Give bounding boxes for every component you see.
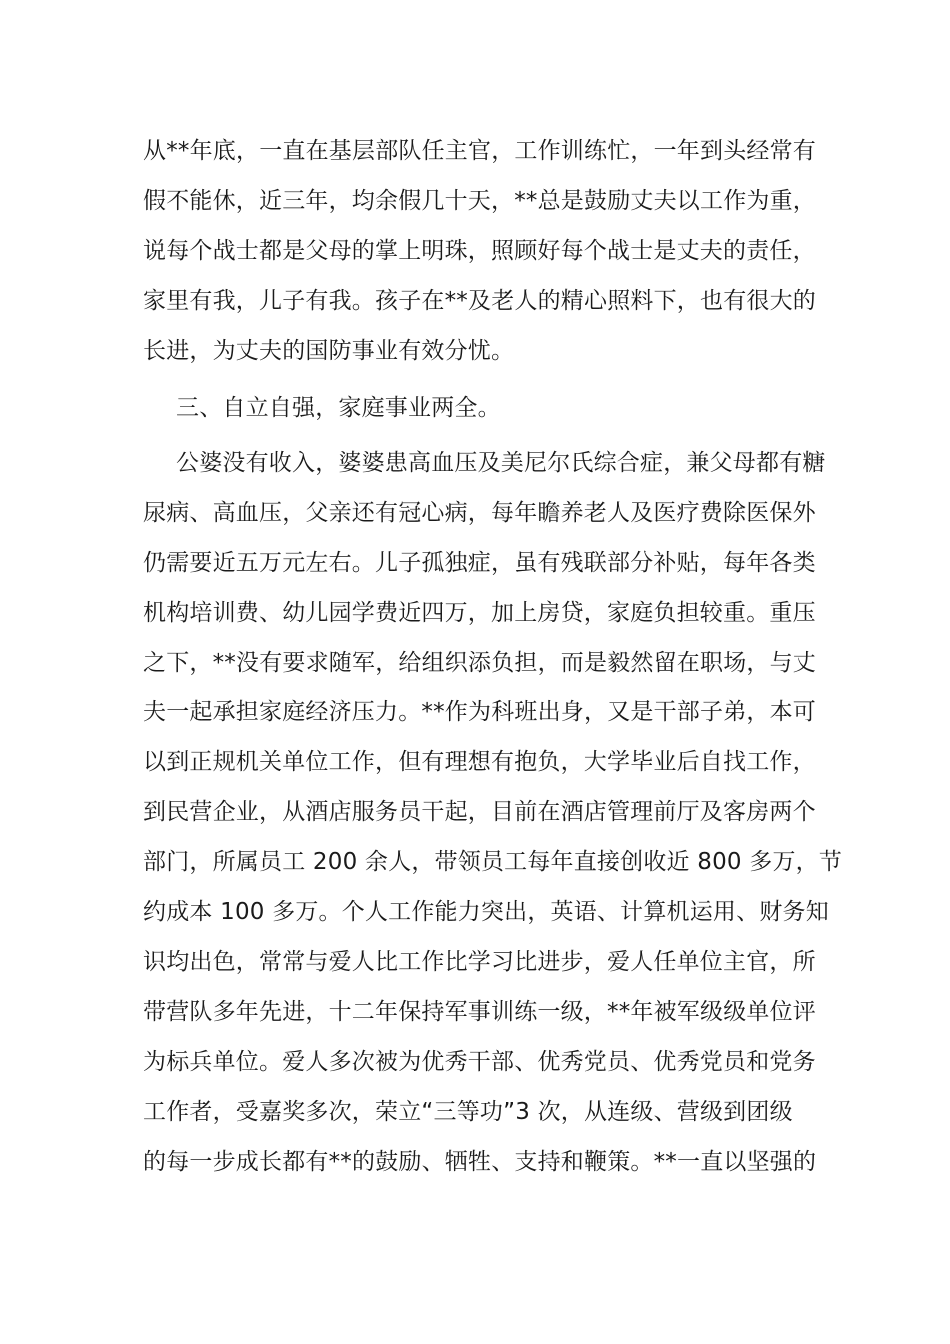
text-line: 工作者，受嘉奖多次，荣立“三等功”3 次，从连级、营级到团级 — [143, 1099, 793, 1125]
text-line: 到民营企业，从酒店服务员干起，目前在酒店管理前厅及客房两个 — [143, 799, 816, 825]
text-line: 公婆没有收入，婆婆患高血压及美尼尔氏综合症，兼父母都有糖 — [176, 450, 826, 476]
text-line: 说每个战士都是父母的掌上明珠，照顾好每个战士是丈夫的责任， — [143, 238, 816, 264]
text-line: 带营队多年先进，十二年保持军事训练一级，**年被军级级单位评 — [143, 999, 816, 1025]
text-line: 夫一起承担家庭经济压力。**作为科班出身，又是干部子弟，本可 — [143, 699, 816, 725]
text-line: 以到正规机关单位工作，但有理想有抱负，大学毕业后自找工作， — [143, 749, 816, 775]
text-line: 长进，为丈夫的国防事业有效分忧。 — [143, 338, 515, 364]
text-line: 约成本 100 多万。个人工作能力突出，英语、计算机运用、财务知 — [143, 899, 829, 925]
text-line: 仍需要近五万元左右。儿子孤独症，虽有残联部分补贴，每年各类 — [143, 550, 816, 576]
text-line: 从**年底，一直在基层部队任主官，工作训练忙，一年到头经常有 — [143, 138, 816, 164]
text-line: 部门，所属员工 200 余人，带领员工每年直接创收近 800 多万，节 — [143, 849, 843, 875]
text-line: 的每一步成长都有**的鼓励、牺牲、支持和鞭策。**一直以坚强的 — [143, 1149, 817, 1175]
text-line: 家里有我，儿子有我。孩子在**及老人的精心照料下，也有很大的 — [143, 288, 816, 314]
text-line: 之下，**没有要求随军，给组织添负担，而是毅然留在职场，与丈 — [143, 650, 816, 676]
section-heading: 三、自立自强，家庭事业两全。 — [176, 395, 501, 421]
text-line: 识均出色，常常与爱人比工作比学习比进步，爱人任单位主官，所 — [143, 949, 816, 975]
text-line: 假不能休，近三年，均余假几十天，**总是鼓励丈夫以工作为重， — [143, 188, 816, 214]
text-line: 为标兵单位。爱人多次被为优秀干部、优秀党员、优秀党员和党务 — [143, 1049, 816, 1075]
text-line: 机构培训费、幼儿园学费近四万，加上房贷，家庭负担较重。重压 — [143, 600, 816, 626]
text-line: 尿病、高血压，父亲还有冠心病，每年瞻养老人及医疗费除医保外 — [143, 500, 816, 526]
